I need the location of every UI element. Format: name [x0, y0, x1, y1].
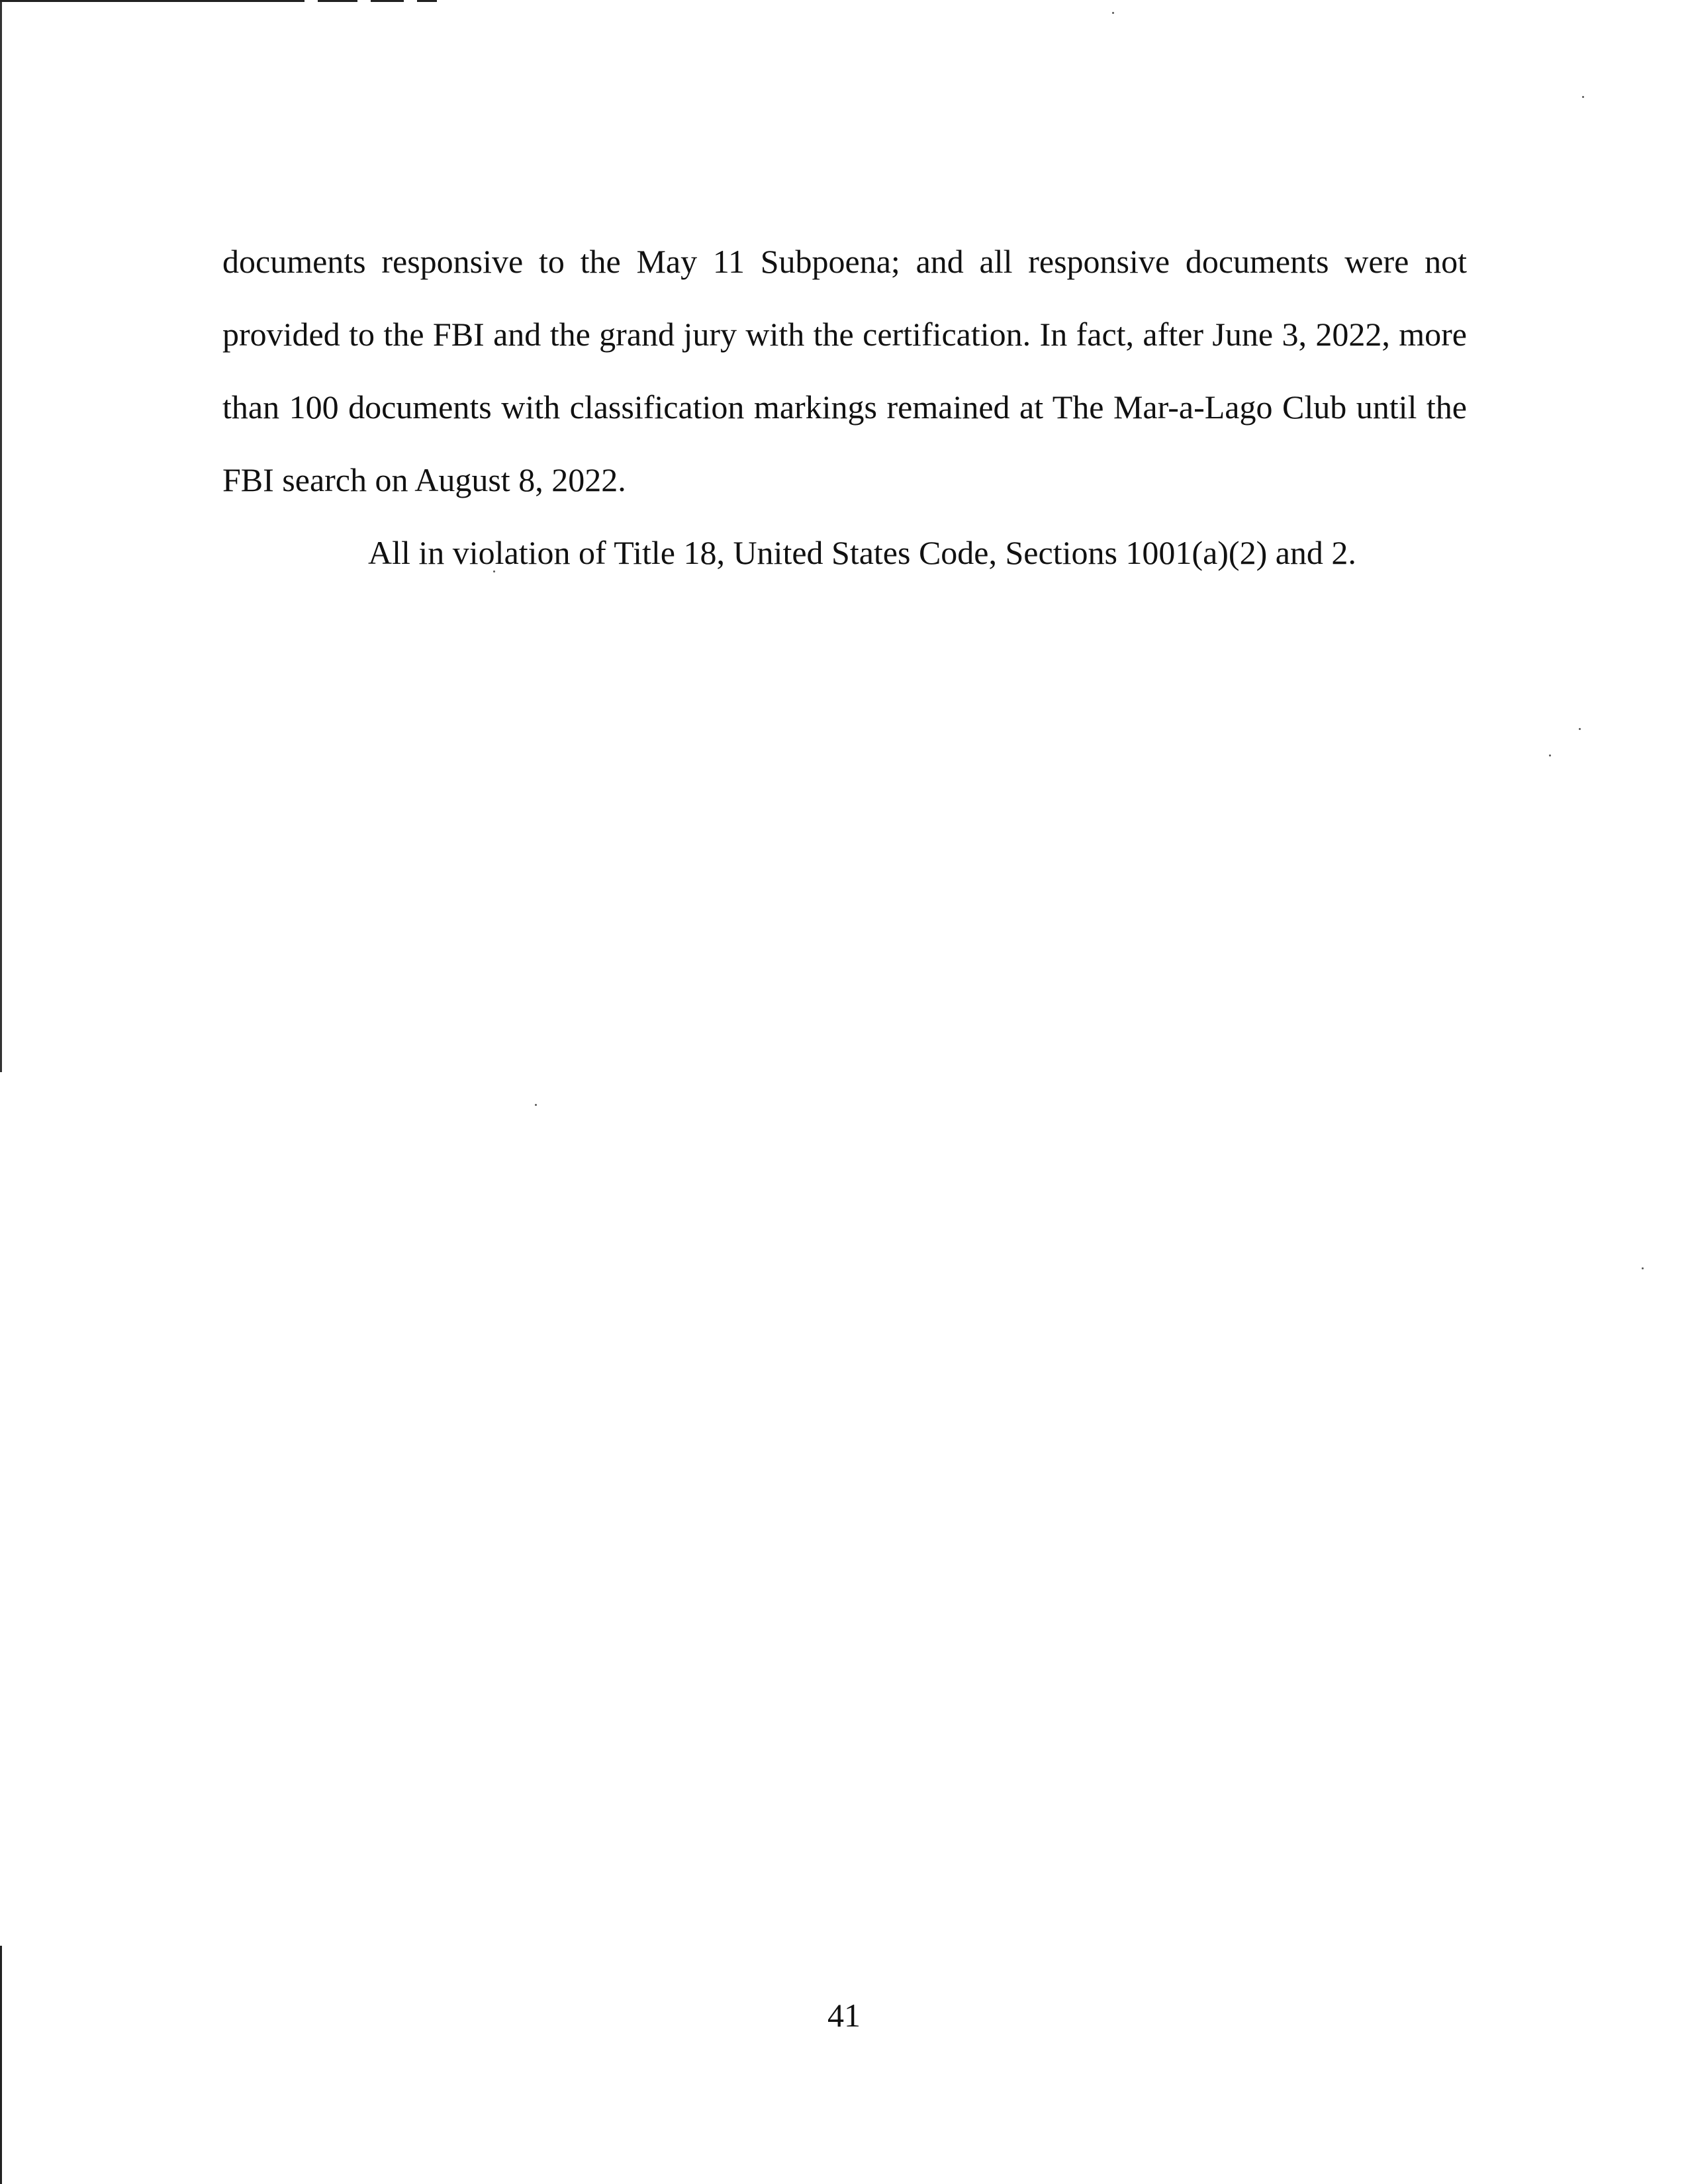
scan-dust — [1582, 96, 1584, 98]
scan-edge-left — [0, 0, 2, 2184]
paragraph-continuation: documents responsive to the May 11 Subpoena; and all responsive documents were not provided to the FBI and the grand jury with the certification. In fact, after June 3, 2022, more than 100 documents with classification markings remained at The Mar-a-Lago Club until the FBI search on August 8, 2022. — [222, 243, 1467, 498]
scan-edge-top — [0, 0, 305, 2]
scan-edge-top-dash — [371, 0, 404, 2]
paragraph-violation-statement: All in violation of Title 18, United States Code, Sections 1001(a)(2) and 2. — [368, 534, 1356, 571]
scan-dust — [1112, 12, 1114, 14]
document-body — [222, 225, 1467, 589]
scan-edge-top-dash — [318, 0, 357, 2]
scan-dust — [535, 1104, 537, 1106]
scan-dust — [1579, 728, 1581, 730]
scan-dust — [1642, 1267, 1644, 1269]
page-number: 41 — [827, 1997, 861, 2034]
scan-dust — [1549, 754, 1551, 756]
scan-edge-top-dash — [417, 0, 437, 2]
